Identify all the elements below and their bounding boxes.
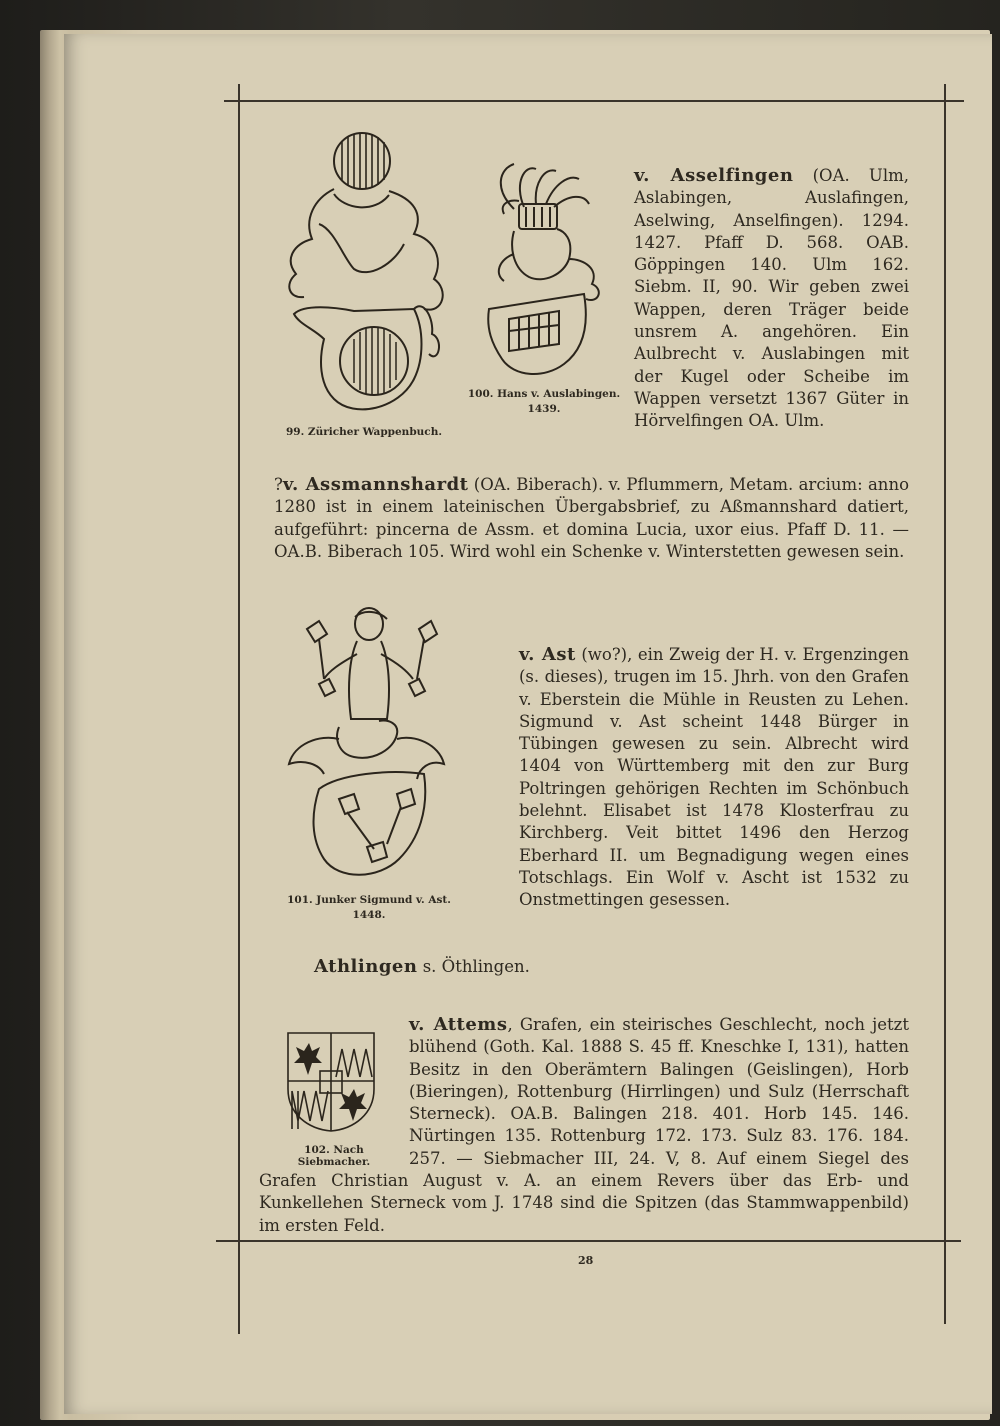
book-page (64, 34, 992, 1414)
coat-of-arms-100-figure (474, 159, 614, 384)
entry-assmannshardt-text: (OA. Biberach). v. Pflummern, Metam. arcium: anno 1280 ist in einem lateinischen Übergabsbrief, zu Aßmannshard datiert, aufgeführt: pincerna de Assm. et domina Lucia, uxor eius. Pfaff D. 11. — OA.B. Biberach 105. Wird wohl ein Schenke v. Winterstetten gewesen sein. (274, 475, 909, 561)
entry-assmannshardt-heading: v. Assmannshardt (282, 474, 469, 495)
entry-attems-heading: v. Attems (409, 1014, 508, 1035)
figure-99-caption: 99. Züricher Wappenbuch. (286, 426, 442, 438)
page-number: 28 (578, 1254, 594, 1267)
entry-attems-text: , Grafen, ein steirisches Geschlecht, noch jetzt blühend (Goth. Kal. 1888 S. 45 ff. Kneschke I, 131), hatten Besitz in den Oberämtern Balingen (Geislingen), Horb (Bieringen), Rottenburg (Hirrlingen) und Sulz (Herrschaft Sterneck). OA.B. Balingen 218. 401. Horb 145. 146. Nürtingen 135. Rottenburg 172. 173. Sulz 83. 176. 184. 257. — Siebmacher III, 24. V, 8. Auf einem Siegel des Grafen Christian August v. A. an einem Revers über das Erb- und Kunkellehen Sterneck vom J. 1748 sind die Spitzen (das Stammwappenbild) im ersten Feld. (259, 1015, 910, 1235)
entry-asselfingen-text: (OA. Ulm, Aslabingen, Auslafingen, Aselwing, Anselfingen). 1294. 1427. Pfaff D. 568. OAB. Göppingen 140. Ulm 162. Siebm. II, 90. Wir geben zwei Wappen, deren Träger beide unsrem A. angehören. Ein Aulbrecht v. Auslabingen mit der Kugel oder Scheibe im Wappen versetzt 1367 Güter in Hörvelfingen OA. Ulm. (634, 166, 910, 431)
coat-of-arms-101-figure (279, 599, 454, 884)
right-rule (944, 84, 946, 1324)
entry-athlingen-text: s. Öthlingen. (422, 957, 530, 976)
entry-assmannshardt (274, 474, 909, 563)
figure-101-caption-line1: 101. Junker Sigmund v. Ast. (287, 894, 451, 906)
entry-asselfingen-heading: v. Asselfingen (634, 165, 794, 186)
entry-asselfingen (634, 165, 909, 433)
entry-athlingen (314, 956, 714, 978)
entry-athlingen-heading: Athlingen (314, 956, 418, 977)
entry-ast-text: (wo?), ein Zweig der H. v. Ergenzingen (s. dieses), trugen im 15. Jhrh. von den Grafen v. Eberstein die Mühle in Reusten zu Lehen. Sigmund v. Ast scheint 1448 Bürger in Tübingen gewesen zu sein. Albrecht wird 1404 von Württemberg mit den zur Burg Poltringen gehörigen Rechten im Schönbuch belehnt. Elisabet ist 1478 Klosterfrau zu Kirchberg. Veit bittet 1496 den Herzog Eberhard II. um Begnadigung wegen eines Totschlags. Ein Wolf v. Ascht ist 1532 zu Onstmettingen gesessen. (519, 645, 909, 910)
left-rule (238, 84, 240, 1334)
entry-attems (259, 1014, 909, 1237)
figure-102-caption: 102. Nach Siebmacher. (297, 1144, 371, 1168)
figure-101-caption-line2: 1448. (352, 909, 386, 921)
figure-100-caption-line2: 1439. (527, 403, 561, 415)
coat-of-arms-99-figure (274, 129, 454, 429)
entry-assmannshardt-prefix: ? (274, 475, 283, 494)
entry-ast (519, 644, 909, 912)
entry-ast-heading: v. Ast (519, 644, 576, 665)
top-rule (224, 100, 964, 102)
figure-100-caption-line1: 100. Hans v. Auslabingen. (467, 388, 621, 400)
bottom-rule (216, 1240, 961, 1242)
figure-102-float-spacer (259, 1014, 409, 1162)
